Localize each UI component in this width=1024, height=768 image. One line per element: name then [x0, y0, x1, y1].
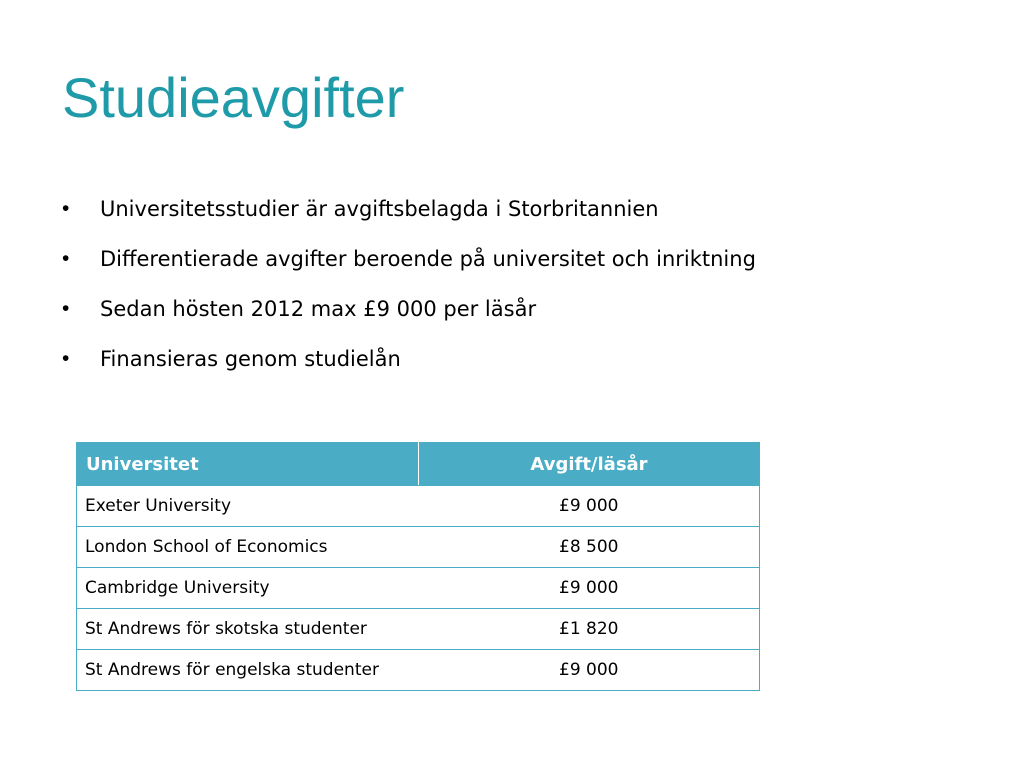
fee-table: [76, 442, 760, 691]
bullet-item: [62, 340, 756, 390]
table-row: [77, 568, 760, 609]
cell-fee: £8 500: [419, 527, 760, 568]
cell-fee: £9 000: [419, 568, 760, 609]
table-row: [77, 609, 760, 650]
cell-university: London School of Economics: [77, 527, 419, 568]
table-row: [77, 486, 760, 527]
bullet-item: [62, 190, 756, 240]
bullet-item: [62, 240, 756, 290]
cell-fee: £1 820: [419, 609, 760, 650]
cell-university: Cambridge University: [77, 568, 419, 609]
cell-fee: £9 000: [419, 650, 760, 691]
header-university: Universitet: [77, 443, 419, 486]
bullet-text: Finansieras genom studielån: [100, 347, 401, 371]
cell-university: St Andrews för skotska studenter: [77, 609, 419, 650]
cell-university: Exeter University: [77, 486, 419, 527]
bullet-text: Differentierade avgifter beroende på universitet och inriktning: [100, 247, 756, 271]
header-fee: Avgift/läsår: [419, 443, 760, 486]
bullet-item: [62, 290, 756, 340]
bullet-text: Universitetsstudier är avgiftsbelagda i Storbritannien: [100, 197, 659, 221]
bullet-dot: •: [62, 197, 70, 220]
table-row: [77, 650, 760, 691]
bullet-list: [62, 190, 756, 390]
bullet-dot: •: [62, 247, 70, 270]
table-row: [77, 527, 760, 568]
bullet-dot: •: [62, 347, 70, 370]
bullet-text: Sedan hösten 2012 max £9 000 per läsår: [100, 297, 537, 321]
bullet-dot: •: [62, 297, 70, 320]
table-header-row: [77, 443, 760, 486]
cell-fee: £9 000: [419, 486, 760, 527]
cell-university: St Andrews för engelska studenter: [77, 650, 419, 691]
slide-title: Studieavgifter: [62, 66, 405, 129]
